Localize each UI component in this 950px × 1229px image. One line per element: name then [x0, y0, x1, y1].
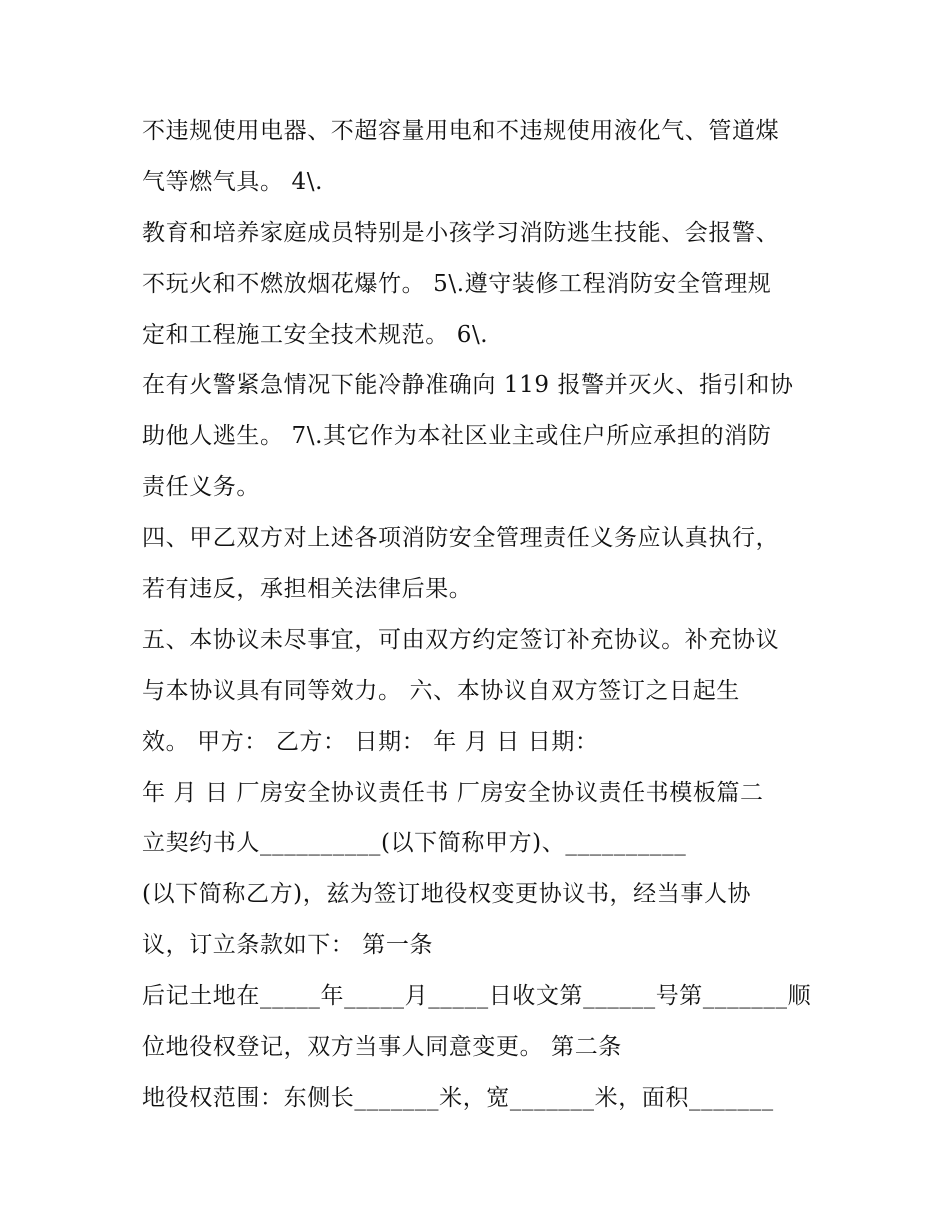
text-line: 若有违反，承担相关法律后果。	[142, 576, 473, 603]
text-line: 与本协议具有同等效力。 六、本协议自双方签订之日起生	[142, 677, 740, 704]
text-line: 责任义务。	[142, 474, 260, 501]
text-line: 地役权范围：东侧长_______米，宽_______米，面积_______	[142, 1084, 774, 1111]
text-line: 立契约书人__________(以下简称甲方)、__________	[142, 830, 687, 857]
text-line: 后记土地在_____年_____月_____日收文第______号第_______顺	[142, 983, 812, 1010]
text-line: 五、本协议未尽事宜，可由双方约定签订补充协议。补充协议	[142, 626, 780, 653]
text-line: 气等燃气具。 4\.	[142, 168, 324, 195]
text-line: 效。 甲方： 乙方： 日期： 年 月 日 日期：	[142, 728, 599, 755]
text-line: 助他人逃生。 7\.其它作为本社区业主或住户所应承担的消防	[142, 423, 772, 450]
text-line: 不玩火和不燃放烟花爆竹。 5\.遵守装修工程消防安全管理规	[142, 270, 772, 297]
text-line: 议，订立条款如下： 第一条	[142, 932, 434, 959]
text-line: 定和工程施工安全技术规范。 6\.	[142, 321, 489, 348]
text-line: 不违规使用电器、不超容量用电和不违规使用液化气、管道煤	[142, 118, 780, 144]
text-line: 在有火警紧急情况下能冷静准确向 119 报警并灭火、指引和协	[142, 372, 794, 399]
text-line: 教育和培养家庭成员特别是小孩学习消防逃生技能、会报警、	[142, 219, 780, 246]
text-line: 位地役权登记，双方当事人同意变更。 第二条	[142, 1034, 622, 1061]
text-line: 年 月 日 厂房安全协议责任书 厂房安全协议责任书模板篇二	[142, 779, 764, 806]
text-line: (以下简称乙方)，兹为签订地役权变更协议书，经当事人协	[142, 881, 752, 908]
text-line: 四、甲乙双方对上述各项消防安全管理责任义务应认真执行，	[142, 525, 780, 552]
document-body	[142, 106, 832, 1124]
